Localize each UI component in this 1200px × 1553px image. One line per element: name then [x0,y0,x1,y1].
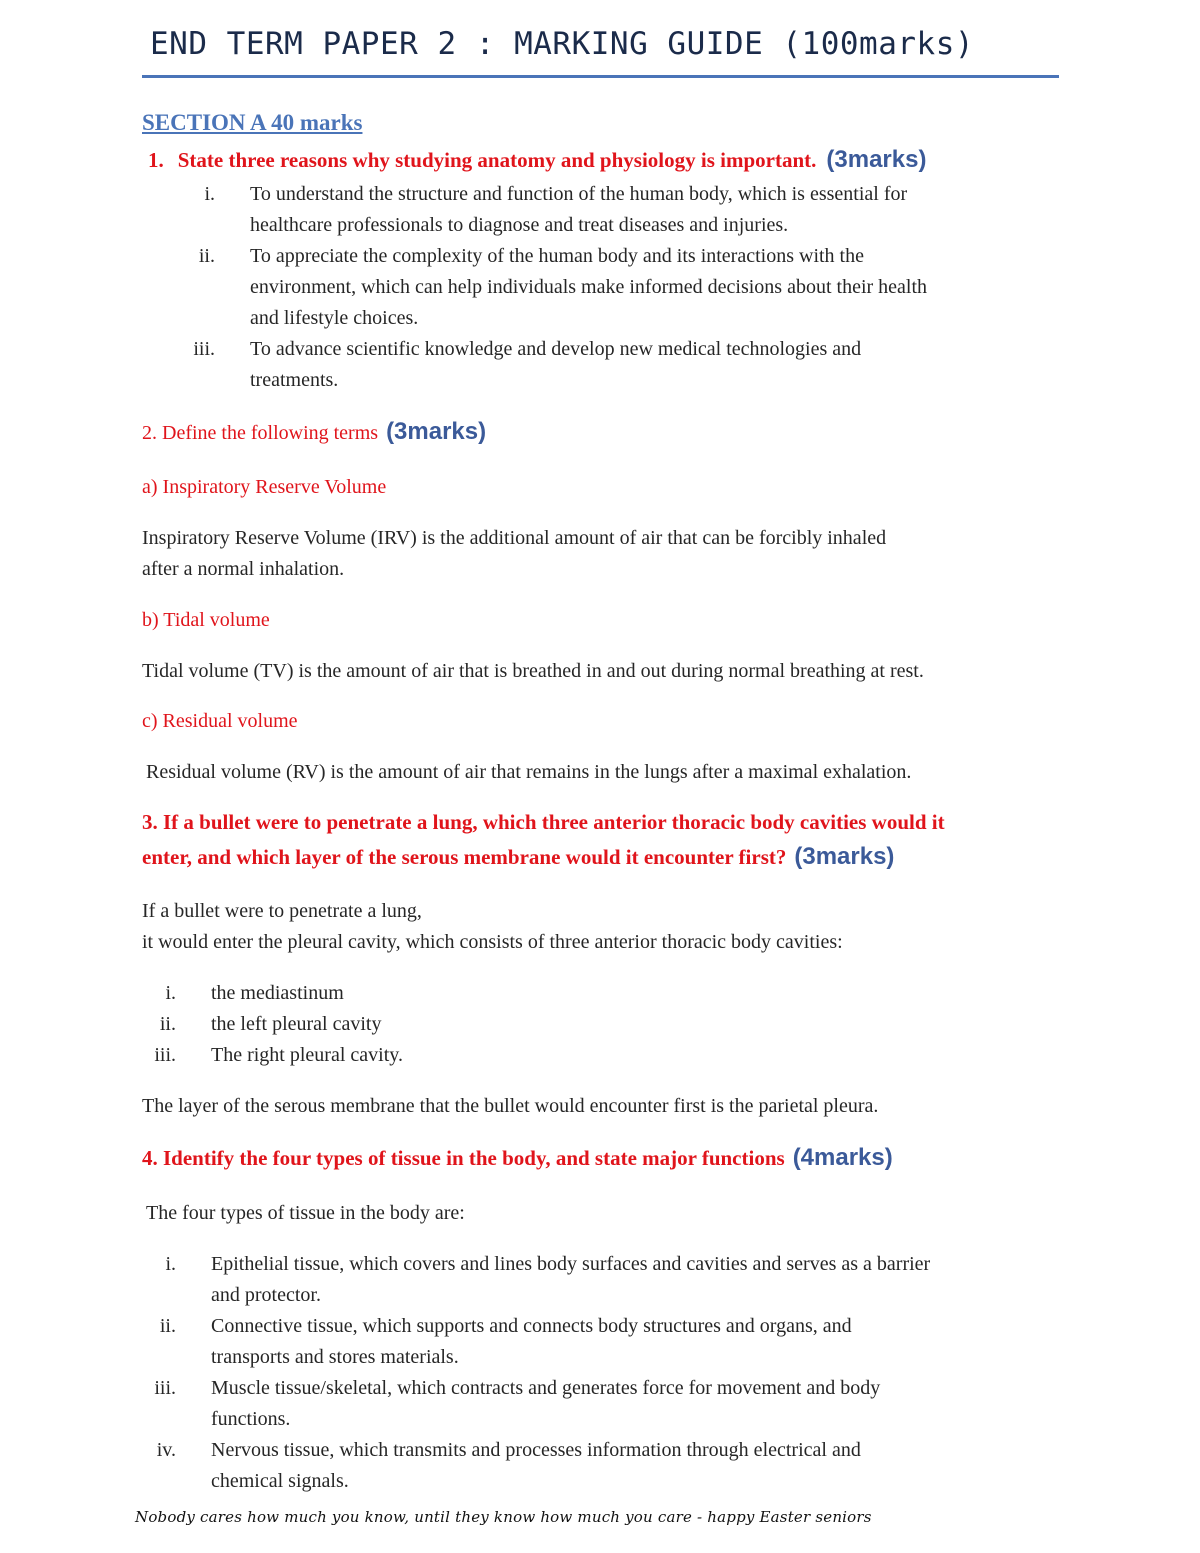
q2-definition-line: after a normal inhalation. [142,558,345,580]
question-4-marks: (4marks) [792,1144,893,1171]
q2-term-c: c) Residual volume [142,710,298,732]
q3-answer-line: If a bullet were to penetrate a lung, [142,900,422,922]
question-2-text: 2. Define the following terms [142,422,379,444]
section-a-heading: SECTION A 40 marks [142,110,363,135]
q1-answer-line: To advance scientific knowledge and develop new medical technologies and [250,338,862,360]
question-3-line: 3. If a bullet were to penetrate a lung, which three anterior thoracic body cavities would it [142,810,945,834]
q4-item-line: and protector. [211,1284,321,1306]
q3-item-numeral: iii. [154,1044,176,1066]
q4-item-line: Epithelial tissue, which covers and lines body surfaces and cavities and serves as a barrier [211,1253,931,1275]
q4-item-line: functions. [211,1408,291,1430]
q4-item-numeral: iii. [154,1377,176,1399]
question-1-number: 1. [148,148,164,172]
q2-definition-line: Tidal volume (TV) is the amount of air that is breathed in and out during normal breathing at rest. [142,660,924,682]
q1-answer-numeral: iii. [193,338,215,360]
q2-definition-line: Inspiratory Reserve Volume (IRV) is the additional amount of air that can be forcibly inhaled [142,527,887,549]
footer-quote: Nobody cares how much you know, until they know how much you care - happy Easter seniors [135,1508,872,1526]
question-4 [142,1144,893,1172]
question-1-marks: (3marks) [826,146,927,173]
q2-term-b: b) Tidal volume [142,609,270,631]
q3-item: the left pleural cavity [211,1013,382,1035]
question-2-marks: (3marks) [386,418,487,445]
question-3 [142,843,894,871]
q2-term-a: a) Inspiratory Reserve Volume [142,476,387,498]
q3-answer-line: it would enter the pleural cavity, which consists of three anterior thoracic body cavities: [142,931,843,953]
q3-item-numeral: i. [165,982,176,1004]
q1-answer-line: treatments. [250,369,339,391]
q4-intro: The four types of tissue in the body are: [146,1202,465,1224]
q4-item-line: transports and stores materials. [211,1346,459,1368]
q1-answer-numeral: ii. [198,245,215,267]
title-underline [142,75,1059,78]
q4-item-numeral: ii. [159,1315,176,1337]
question-4-text: 4. Identify the four types of tissue in the body, and state major functions [142,1146,785,1170]
q1-answer-line: and lifestyle choices. [250,307,419,329]
q1-answer-line: healthcare professionals to diagnose and treat diseases and injuries. [250,214,789,236]
q4-item-line: Nervous tissue, which transmits and processes information through electrical and [211,1439,861,1461]
question-3-marks: (3marks) [794,843,895,870]
q3-item-numeral: ii. [159,1013,176,1035]
q1-answer-numeral: i. [204,183,215,205]
q4-item-line: Muscle tissue/skeletal, which contracts and generates force for movement and body [211,1377,881,1399]
q1-answer-line: To appreciate the complexity of the human body and its interactions with the [250,245,864,267]
q3-item: The right pleural cavity. [211,1044,403,1066]
question-1-text: State three reasons why studying anatomy and physiology is important. [177,148,817,172]
question-2 [142,418,486,449]
question-1 [148,146,926,174]
q4-item-numeral: i. [165,1253,176,1275]
q4-item-line: Connective tissue, which supports and connects body structures and organs, and [211,1315,852,1337]
question-3-line: enter, and which layer of the serous membrane would it encounter first? [142,845,787,869]
q2-definition-line: Residual volume (RV) is the amount of air that remains in the lungs after a maximal exhalation. [146,761,912,783]
q3-conclusion: The layer of the serous membrane that the bullet would encounter first is the parietal pleura. [142,1095,879,1117]
page-title: END TERM PAPER 2 : MARKING GUIDE (100marks) [150,26,975,62]
q4-item-numeral: iv. [156,1439,176,1461]
q3-item: the mediastinum [211,982,344,1004]
q1-answer-line: environment, which can help individuals make informed decisions about their health [250,276,928,298]
q4-item-line: chemical signals. [211,1470,349,1492]
q1-answer-line: To understand the structure and function of the human body, which is essential for [250,183,908,205]
